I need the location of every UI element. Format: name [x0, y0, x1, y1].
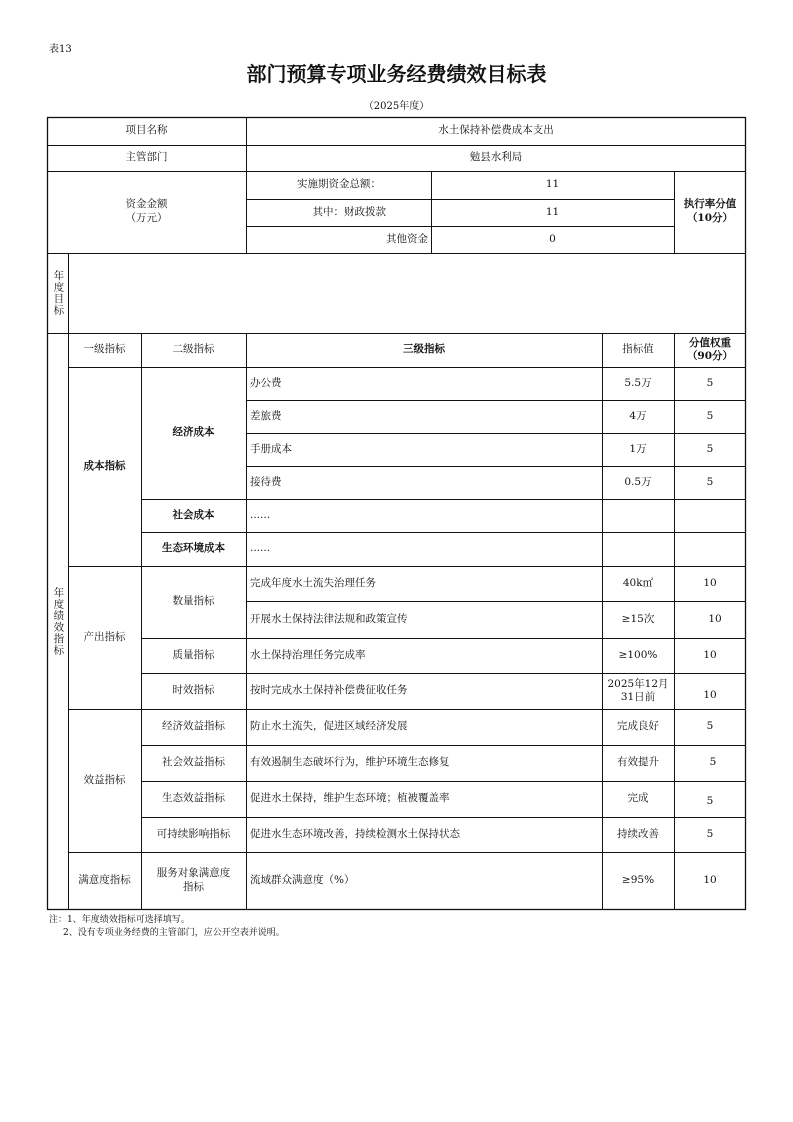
dept-label: 主管部门 [125, 151, 168, 164]
quantity-indicator-label: 数量指标 [172, 595, 215, 608]
col-level1: 一级指标 [83, 343, 126, 356]
indicator-value: 2025年12月 31日前 [607, 678, 669, 703]
table-row: 流域群众满意度（%） [250, 874, 355, 887]
footnote-1: 注：1、年度绩效指标可选择填写。 [49, 915, 190, 925]
indicator-value: 有效提升 [617, 756, 659, 769]
table-row: 按时完成水土保持补偿费征收任务 [250, 684, 408, 697]
footnotes [49, 914, 285, 939]
indicator-weight: 10 [703, 648, 717, 661]
total-funds-value: 11 [545, 178, 560, 191]
benefit-level2: 生态效益指标 [162, 792, 225, 805]
col-level3: 三级指标 [403, 343, 445, 356]
annual-goal-label: 年度目标 [52, 270, 65, 316]
indicator-value: 4万 [629, 409, 647, 422]
project-name-value: 水土保持补偿费成本支出 [438, 124, 554, 137]
indicator-weight: 10 [703, 689, 717, 702]
indicator-value: 1万 [629, 442, 647, 455]
table-number: 表13 [49, 44, 72, 55]
indicator-weight: 5 [706, 442, 714, 455]
annual-goal-value [68, 253, 746, 333]
indicator-weight: 5 [706, 409, 714, 422]
performance-section-label: 年度绩效指标 [52, 587, 65, 656]
benefit-level2: 社会效益指标 [162, 756, 225, 769]
satisfaction-indicator-label: 满意度指标 [78, 874, 131, 887]
footnote-2: 2、没有专项业务经费的主管部门，应公开空表并说明。 [63, 927, 285, 938]
table-row: 手册成本 [250, 442, 292, 455]
quality-indicator-label: 质量指标 [172, 648, 215, 661]
benefit-level2: 经济效益指标 [162, 720, 225, 733]
other-funds-label: 其他资金 [386, 232, 428, 245]
other-funds-value: 0 [549, 232, 556, 245]
table-row: 办公费 [250, 376, 282, 389]
exec-rate-label: 执行率分值 （10分） [683, 198, 737, 224]
indicator-weight: 10 [708, 612, 722, 625]
output-indicator-label: 产出指标 [83, 630, 126, 643]
indicator-weight: 5 [706, 376, 714, 389]
funds-label: 资金金额 （万元） [125, 198, 168, 224]
col-value: 指标值 [622, 343, 654, 356]
indicator-weight: 5 [706, 475, 714, 488]
indicator-weight: 5 [709, 756, 717, 769]
table-row: 防止水土流失，促进区域经济发展 [250, 720, 408, 733]
indicator-value: ≥15次 [621, 612, 655, 625]
time-indicator-label: 时效指标 [172, 684, 215, 697]
table-row: 有效遏制生态破坏行为，维护环境生态修复 [250, 756, 450, 769]
table-row: 完成年度水土流失治理任务 [250, 576, 376, 589]
indicator-value: 0.5万 [624, 475, 652, 488]
col-level2: 二级指标 [172, 343, 215, 356]
indicator-value: 40k㎡ [622, 576, 654, 589]
benefit-indicator-label: 效益指标 [83, 773, 126, 786]
economic-cost-label: 经济成本 [172, 426, 215, 439]
project-name-label: 项目名称 [125, 124, 168, 137]
indicator-value: 5.5万 [624, 376, 652, 389]
eco-cost-label: 生态环境成本 [162, 542, 225, 555]
indicator-value: 完成良好 [617, 720, 659, 733]
dept-value: 勉县水利局 [469, 151, 523, 164]
indicator-weight: 5 [706, 720, 714, 733]
table-row: 接待费 [250, 475, 282, 488]
indicator-value: 完成 [627, 792, 649, 805]
indicator-value: ≥95% [621, 874, 655, 887]
benefit-level2: 可持续影响指标 [156, 827, 231, 840]
table-row: 促进水土保持，维护生态环境；植被覆盖率 [250, 792, 450, 805]
table-row: 开展水土保持法律法规和政策宣传 [250, 612, 408, 625]
table-row: 促进水生态环境改善，持续检测水土保持状态 [250, 827, 460, 840]
table-row: 水土保持治理任务完成率 [250, 648, 366, 661]
table-row: 差旅费 [250, 409, 282, 422]
indicator-weight: 10 [703, 874, 717, 887]
social-cost-label: 社会成本 [172, 508, 215, 521]
indicator-weight: 5 [706, 827, 714, 840]
indicator-weight: 5 [706, 795, 714, 808]
indicator-value: 持续改善 [617, 827, 659, 840]
col-weight: 分值权重 （90分） [686, 337, 734, 362]
fiscal-funds-value: 11 [545, 205, 560, 218]
indicator-weight: 10 [703, 576, 717, 589]
eco-cost-value: ...... [250, 542, 271, 555]
total-funds-label: 实施期资金总额： [297, 178, 381, 191]
fiscal-funds-label: 其中：财政拨款 [312, 205, 386, 218]
social-cost-value: ...... [250, 508, 271, 521]
satisfaction-level2: 服务对象满意度 指标 [156, 867, 231, 893]
page-title: 部门预算专项业务经费绩效目标表 [246, 62, 547, 86]
indicator-value: ≥100% [618, 648, 658, 661]
year-label: （2025年度） [363, 101, 430, 112]
cost-indicator-label: 成本指标 [83, 459, 126, 472]
